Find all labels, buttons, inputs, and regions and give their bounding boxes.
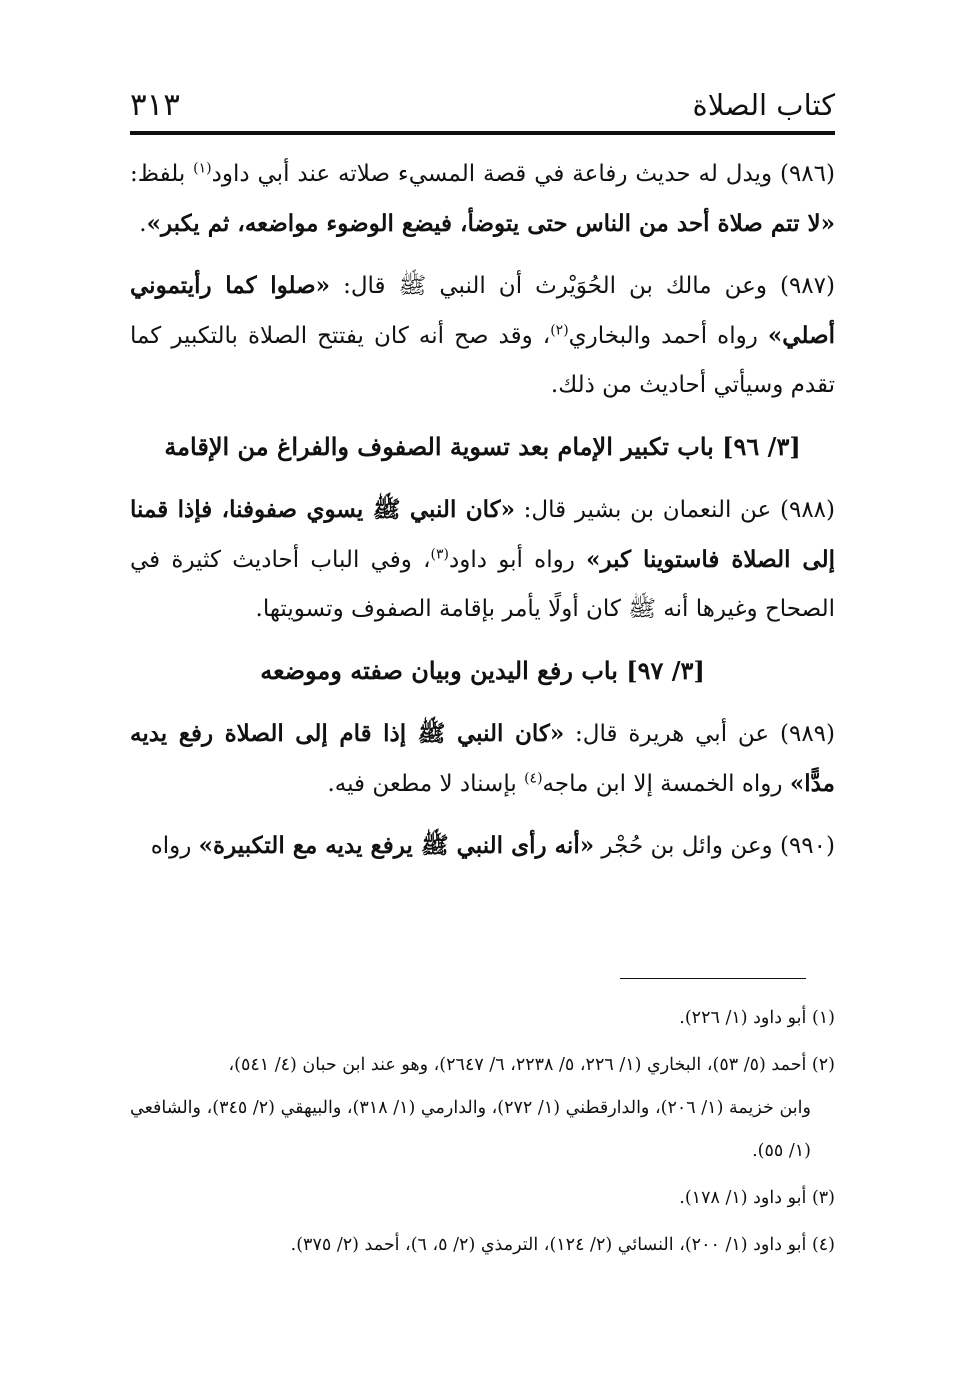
hadith-quote: «لا تتم صلاة أحد من الناس حتى يتوضأ، فيضع الوضوء مواضعه، ثم يكبر» [146,210,835,237]
main-text [130,150,835,883]
hadith-text: . [139,211,147,237]
hadith-text: (٩٨٩) عن أبي هريرة قال: [564,721,836,747]
hadith-text: ، وفي الباب أحاديث كثيرة في الصحاح وغيرها أنه ﷺ كان أولًا يأمر بإقامة الصفوف وتسويتها. [130,547,835,622]
chapter-heading-96: [٣/ ٩٦] باب تكبير الإمام بعد تسوية الصفوف والفراغ من الإقامة [164,432,801,461]
footnote-3: (٣) أبو داود (١/ ١٧٨). [679,1188,835,1208]
page-number: ٣١٣ [130,87,180,123]
footnote-2-line-1: (٢) أحمد (٥/ ٥٣)، البخاري (١/ ٢٢٦، ٥/ ٢٢٣٨، ٦/ ٢٦٤٧)، وهو عند ابن حبان (٤/ ٥٤١)، [228,1055,835,1075]
footnote-ref-2: (٢) [550,322,569,339]
hadith-text: (٩٨٦) ويدل له حديث رفاعة في قصة المسيء صلاته عند أبي داود [211,161,835,187]
hadith-quote: «صلوا كما رأيتموني أصلي» [130,272,835,349]
hadith-987 [130,261,835,410]
footnote-ref-4: (٤) [524,770,543,787]
footnote-separator [620,978,806,979]
footnote-1: (١) أبو داود (١/ ٢٢٦). [679,1008,835,1028]
hadith-text: بإسناد لا مطعن فيه. [327,771,525,797]
hadith-quote: «كان النبي ﷺ إذا قام إلى الصلاة رفع يديه مدًّا» [130,720,835,797]
running-title: كتاب الصلاة [692,88,835,122]
header-rule [130,131,835,135]
hadith-text: (٩٨٨) عن النعمان بن بشير قال: [514,497,836,523]
hadith-989 [130,709,835,809]
footnotes [130,997,835,1271]
hadith-text: ، وقد صح أنه كان يفتتح الصلاة بالتكبير كما تقدم وسيأتي أحاديث من ذلك. [130,323,835,398]
footnote-2 [130,1044,835,1173]
hadith-986 [130,150,835,249]
hadith-quote: «أنه رأى النبي ﷺ يرفع يديه مع التكبيرة» [198,832,595,859]
footnote-4: (٤) أبو داود (١/ ٢٠٠)، النسائي (٢/ ١٢٤)، الترمذي (٢/ ٥، ٦)، أحمد (٢/ ٣٧٥). [290,1235,835,1255]
chapter-heading-97: [٣/ ٩٧] باب رفع اليدين وبيان صفته وموضعه [260,656,705,685]
footnote-2-continuation: وابن خزيمة (١/ ٢٠٦)، والدارقطني (١/ ٢٧٢)، والدارمي (١/ ٣١٨)، والبيهقي (٢/ ٣٤٥)، والشافعي (١/ ٥٥). [130,1098,811,1161]
hadith-text: رواه أحمد والبخاري [568,323,768,349]
hadith-text: (٩٨٧) وعن مالك بن الحُوَيْرث أن النبي ﷺ قال: [330,273,835,299]
hadith-text: رواه [150,833,199,859]
page-header [130,82,835,128]
footnote-ref-3: (٣) [430,546,449,563]
hadith-text: (٩٩٠) وعن وائل بن حُجْر [594,833,835,859]
hadith-text: رواه الخمسة إلا ابن ماجه [542,771,790,797]
hadith-quote: «كان النبي ﷺ يسوي صفوفنا، فإذا قمنا إلى الصلاة فاستوينا كبر» [130,496,835,573]
hadith-988 [130,485,835,634]
hadith-990 [130,821,835,871]
footnote-ref-1: (١) [193,160,212,177]
hadith-text: بلفظ: [130,161,194,187]
hadith-text: رواه أبو داود [449,547,587,573]
